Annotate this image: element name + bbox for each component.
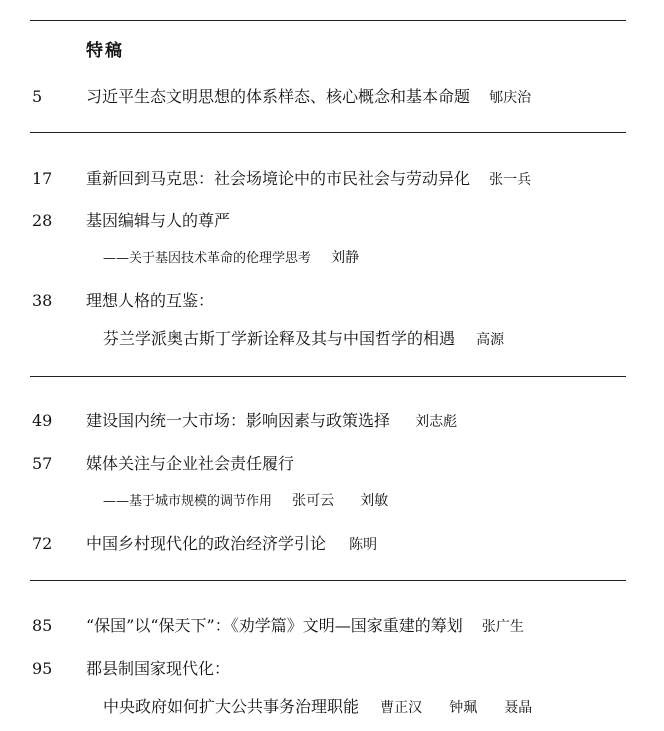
article-title-text: 习近平生态文明思想的体系样态、核心概念和基本命题 [86,87,471,106]
article-title-text: 重新回到马克思：社会场境论中的市民社会与劳动异化 [86,169,471,188]
page-number: 49 [32,411,53,430]
section-divider [30,20,626,21]
author: 高源 [476,332,505,348]
article-title[interactable] [86,171,531,187]
author: 张可云 [292,493,335,509]
author: 郇庆治 [489,90,532,106]
section-divider [30,580,626,581]
article-title-text: 建设国内统一大市场：影响因素与政策选择 [86,411,391,430]
article-title[interactable] [86,413,457,429]
section-title: 特稿 [86,41,124,61]
page-number: 72 [32,534,53,553]
page-number: 95 [32,659,53,678]
article-subtitle [103,331,504,347]
article-subtitle-text: 芬兰学派奥古斯丁学新诠释及其与中国哲学的相遇 [103,329,456,348]
article-title[interactable] [86,89,531,105]
article-subtitle-text: ——关于基因技术革命的伦理学思考 [103,251,312,266]
article-subtitle-text: 中央政府如何扩大公共事务治理职能 [103,697,360,716]
article-subtitle [103,251,359,265]
article-subtitle [103,699,532,715]
author: 钟珮 [449,700,478,716]
section-divider [30,132,626,133]
article-title[interactable] [86,618,524,634]
author: 刘敏 [360,493,389,509]
section-divider [30,376,626,377]
page-number: 5 [32,87,43,106]
page-number: 85 [32,616,53,635]
page-number: 57 [32,454,53,473]
author: 刘志彪 [415,414,458,430]
author: 聂晶 [504,700,533,716]
author: 刘静 [331,250,360,266]
article-title-text: 中国乡村现代化的政治经济学引论 [86,534,327,553]
article-title[interactable]: 郡县制国家现代化： [86,659,231,678]
page-number: 17 [32,169,53,188]
author: 张广生 [481,619,524,635]
page-number: 38 [32,291,53,310]
author: 曹正汉 [380,700,423,716]
author: 张一兵 [489,172,532,188]
article-subtitle [103,494,388,508]
article-title-text: “保国”以“保天下”：《劝学篇》文明—国家重建的筹划 [86,616,463,635]
article-title[interactable] [86,536,377,552]
page-number: 28 [32,211,53,230]
article-title[interactable]: 媒体关注与企业社会责任履行 [86,454,295,473]
author: 陈明 [349,537,378,553]
article-subtitle-text: ——基于城市规模的调节作用 [103,494,273,509]
article-title[interactable]: 理想人格的互鉴： [86,291,215,310]
article-title[interactable]: 基因编辑与人的尊严 [86,211,231,230]
